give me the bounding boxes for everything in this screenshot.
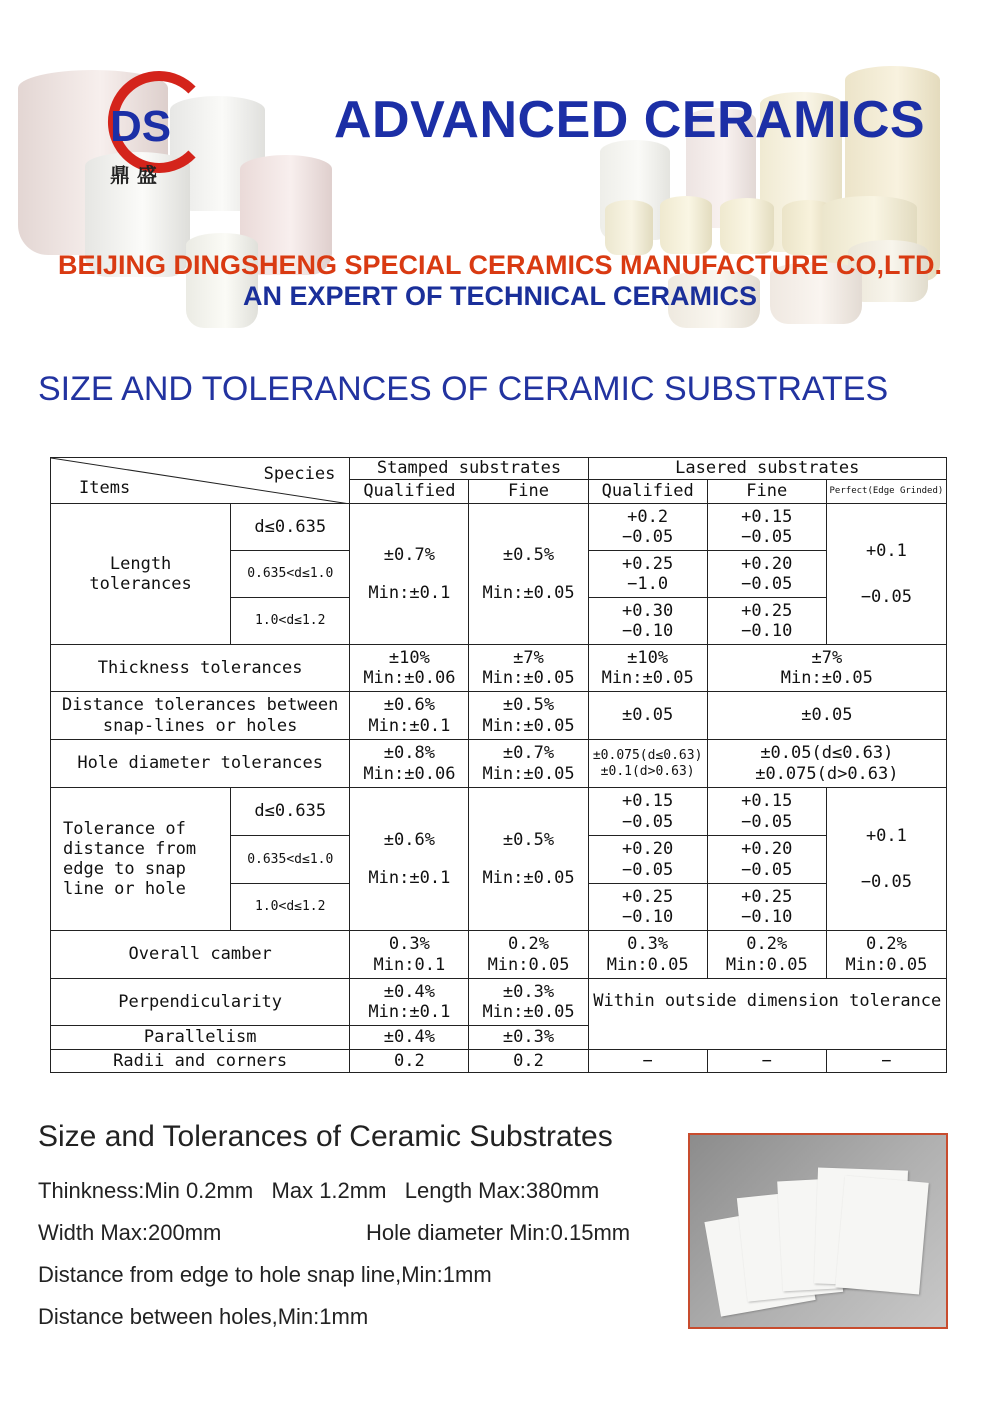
value-cell: Within outside dimension tolerance	[588, 979, 946, 1050]
stamped-header: Stamped substrates	[350, 458, 588, 480]
value-cell: +0.20 −0.05	[707, 836, 826, 884]
perfect-header: Perfect(Edge Grinded)	[826, 480, 946, 504]
row-label-thickness: Thickness tolerances	[51, 645, 350, 692]
value-cell: ±0.075(d≤0.63) ±0.1(d>0.63)	[588, 740, 707, 788]
company-tagline: AN EXPERT OF TECHNICAL CERAMICS	[242, 281, 758, 311]
value-cell: ±10% Min:±0.05	[588, 645, 707, 692]
range-cell: 1.0<d≤1.2	[231, 598, 350, 645]
row-label-length	[51, 504, 231, 645]
value-cell: ±0.5% Min:±0.05	[469, 504, 588, 645]
table-row	[51, 788, 947, 836]
row-label-parallelism: Parallelism	[51, 1026, 350, 1050]
row-label-hole: Hole diameter tolerances	[51, 740, 350, 788]
lasered-header: Lasered substrates	[588, 458, 946, 480]
value-cell: −	[707, 1050, 826, 1073]
value-cell: ±0.5% Min:±0.05	[469, 788, 588, 931]
range-cell: 0.635<d≤1.0	[231, 836, 350, 884]
crucible-image	[605, 200, 653, 255]
spec-line: Distance between holes,Min:1mm	[38, 1304, 369, 1329]
species-label: Species	[263, 464, 336, 484]
table-row	[51, 740, 947, 788]
value-cell: ±0.8% Min:±0.06	[350, 740, 469, 788]
row-label-line: Length	[109, 553, 172, 574]
table-header-row	[51, 458, 947, 480]
range-cell: d≤0.635	[231, 504, 350, 551]
table-row	[51, 931, 947, 979]
value-cell: ±0.6% Min:±0.1	[350, 788, 469, 931]
value-cell: +0.25 −1.0	[588, 551, 707, 598]
value-cell: +0.20 −0.05	[707, 551, 826, 598]
value-cell: ±7% Min:±0.05	[707, 645, 946, 692]
value-cell: +0.2 −0.05	[588, 504, 707, 551]
value-cell: +0.15 −0.05	[588, 788, 707, 836]
header-diagonal-cell	[51, 458, 350, 504]
items-label: Items	[79, 478, 131, 498]
table-row	[51, 1050, 947, 1073]
row-label-line: tolerances	[89, 574, 192, 594]
tolerance-table	[50, 457, 947, 1073]
crucible-image	[660, 196, 712, 254]
row-label-distance: Distance tolerances between snap-lines or holes	[51, 692, 350, 740]
row-label-camber: Overall camber	[51, 931, 350, 979]
value-cell: 0.2	[469, 1050, 588, 1073]
row-label-perpendicularity: Perpendicularity	[51, 979, 350, 1026]
table-row	[51, 645, 947, 692]
value-cell: 0.2	[350, 1050, 469, 1073]
value-cell: −	[826, 1050, 946, 1073]
row-label-radii: Radii and corners	[51, 1050, 350, 1073]
value-cell: ±0.3%	[469, 1026, 588, 1050]
logo-text: DS	[110, 102, 172, 151]
crucible-image	[720, 198, 774, 254]
value-cell: ±0.4% Min:±0.1	[350, 979, 469, 1026]
value-cell: +0.1 −0.05	[826, 504, 946, 645]
value-cell: 0.2% Min:0.05	[469, 931, 588, 979]
value-cell: +0.20 −0.05	[588, 836, 707, 884]
substrates-photo	[688, 1133, 948, 1329]
fine-header: Fine	[707, 480, 826, 504]
value-cell: +0.1 −0.05	[826, 788, 946, 931]
value-cell: 0.2% Min:0.05	[826, 931, 946, 979]
logo-chinese: 鼎 盛	[110, 163, 157, 187]
row-label-edge: Tolerance of distance from edge to snap line or hole	[51, 788, 231, 931]
value-cell: ±0.6% Min:±0.1	[350, 692, 469, 740]
qualified-header: Qualified	[588, 480, 707, 504]
value-cell: 0.2% Min:0.05	[707, 931, 826, 979]
value-cell: ±0.7% Min:±0.1	[350, 504, 469, 645]
section-title: SIZE AND TOLERANCES OF CERAMIC SUBSTRATES	[38, 370, 889, 408]
range-cell: d≤0.635	[231, 788, 350, 836]
spec-line: Thinkness:Min 0.2mm Max 1.2mm Length Max:380mm	[38, 1178, 600, 1203]
spec-line: Width Max:200mm	[38, 1220, 222, 1245]
value-cell: +0.25 −0.10	[588, 884, 707, 931]
value-cell: +0.15 −0.05	[707, 788, 826, 836]
value-cell: ±0.05	[588, 692, 707, 740]
value-cell: ±0.05	[707, 692, 946, 740]
value-cell: ±10% Min:±0.06	[350, 645, 469, 692]
company-name: BEIJING DINGSHENG SPECIAL CERAMICS MANUFACTURE CO,LTD.	[57, 250, 943, 280]
table-row	[51, 979, 947, 1026]
value-cell: 0.3% Min:0.1	[350, 931, 469, 979]
header-banner	[0, 0, 1000, 340]
fine-header: Fine	[469, 480, 588, 504]
range-cell: 0.635<d≤1.0	[231, 551, 350, 598]
table-row	[51, 504, 947, 551]
value-cell: 0.3% Min:0.05	[588, 931, 707, 979]
value-cell: +0.25 −0.10	[707, 598, 826, 645]
value-cell: ±0.5% Min:±0.05	[469, 692, 588, 740]
lower-title: Size and Tolerances of Ceramic Substrates	[38, 1120, 613, 1153]
range-cell: 1.0<d≤1.2	[231, 884, 350, 931]
company-logo	[100, 68, 210, 188]
spec-line: Hole diameter Min:0.15mm	[366, 1220, 631, 1245]
value-cell: ±7% Min:±0.05	[469, 645, 588, 692]
value-cell: ±0.05(d≤0.63) ±0.075(d>0.63)	[707, 740, 946, 788]
value-cell: ±0.3% Min:±0.05	[469, 979, 588, 1026]
value-cell: +0.25 −0.10	[707, 884, 826, 931]
value-cell: +0.30 −0.10	[588, 598, 707, 645]
spec-line: Distance from edge to hole snap line,Min:1mm	[38, 1262, 492, 1287]
brand-title: ADVANCED CERAMICS	[334, 91, 926, 149]
value-cell: +0.15 −0.05	[707, 504, 826, 551]
value-cell: ±0.4%	[350, 1026, 469, 1050]
value-cell: −	[588, 1050, 707, 1073]
substrate-plate	[835, 1176, 928, 1295]
value-cell: ±0.7% Min:±0.05	[469, 740, 588, 788]
qualified-header: Qualified	[350, 480, 469, 504]
table-row	[51, 692, 947, 740]
